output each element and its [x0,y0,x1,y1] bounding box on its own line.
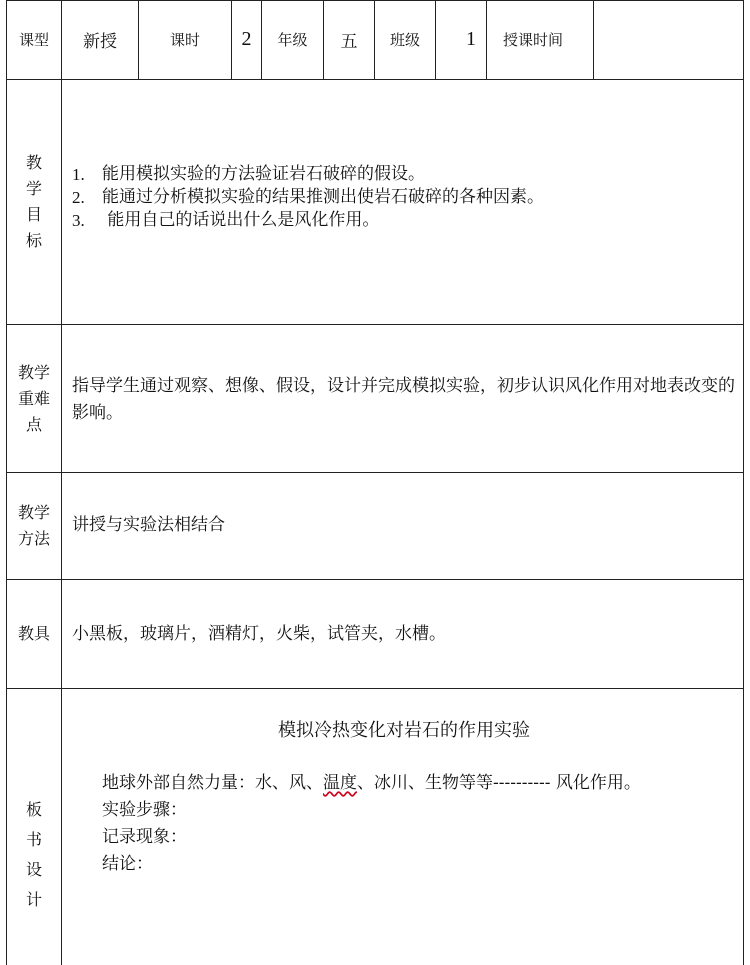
time-value [594,0,743,79]
goals-label-char: 学 [25,179,42,198]
goals-label-char: 教 [25,153,42,172]
board-line-prefix: 地球外部自然力量：水、风、 [102,773,323,793]
goals-label [7,80,61,324]
type-value: 新授 [83,32,117,52]
goals-list [72,163,544,232]
keypoints-label-line: 点 [25,414,42,434]
goal-number: 1. [72,165,85,184]
board-title: 模拟冷热变化对岩石的作用实验 [278,720,530,741]
goal-text: 能用自己的话说出什么是风化作用。 [102,210,380,230]
method-text: 讲授与实验法相结合 [72,515,225,535]
goal-item [72,209,544,232]
period-label: 课时 [169,31,200,49]
rule-header-bottom [6,79,744,80]
board-content [102,770,641,878]
type-label: 课型 [18,31,49,49]
board-label-char: 设 [25,860,42,879]
goal-text: 能通过分析模拟实验的结果推测出使岩石破碎的各种因素。 [102,187,544,207]
class-value: 1 [466,28,476,50]
board-line-steps: 实验步骤： [102,800,187,820]
tools-label-text: 教具 [17,624,50,643]
keypoints-text: 指导学生通过观察、想像、假设，设计并完成模拟实验，初步认识风化作用对地表改变的影响。 [72,376,735,423]
rule-keypoints-bottom [6,472,744,473]
goal-item [72,186,544,209]
board-line-conclusion: 结论： [102,854,153,874]
keypoints-label-line: 教学 [17,362,50,382]
board-line-forces [102,770,641,797]
rule-tools-bottom [6,688,744,689]
goal-number: 3. [72,211,85,230]
method-label-line: 教学 [17,503,50,522]
board-line-observations: 记录现象： [102,827,187,847]
rule-label-col [61,0,62,965]
rule-method-bottom [6,579,744,580]
grade-label: 年级 [277,31,308,49]
goal-number: 2. [72,188,85,207]
board-label-char: 书 [25,830,42,849]
class-label: 班级 [389,31,420,49]
keypoints-label-line: 重难 [17,388,50,408]
goals-label-char: 标 [25,231,42,250]
board-label [7,790,61,920]
goal-item [72,163,544,186]
method-label-line: 方法 [17,529,50,548]
board-line-suffix: 、冰川、生物等等---------- 风化作用。 [357,773,641,793]
grade-value: 五 [340,32,358,52]
period-value: 2 [241,28,252,50]
tools-text: 小黑板，玻璃片，酒精灯，火柴，试管夹，水槽。 [72,624,446,644]
keypoints-label [7,325,61,472]
board-label-char: 板 [25,800,42,819]
board-label-char: 计 [25,890,42,909]
rule-right [743,0,744,965]
method-label [7,473,61,579]
time-label: 授课时间 [503,31,564,49]
goals-label-char: 目 [25,205,42,224]
goal-text: 能用模拟实验的方法验证岩石破碎的假设。 [102,164,425,184]
spellcheck-marked-word: 温度 [323,773,357,793]
rule-goals-bottom [6,324,744,325]
tools-label [7,580,61,688]
